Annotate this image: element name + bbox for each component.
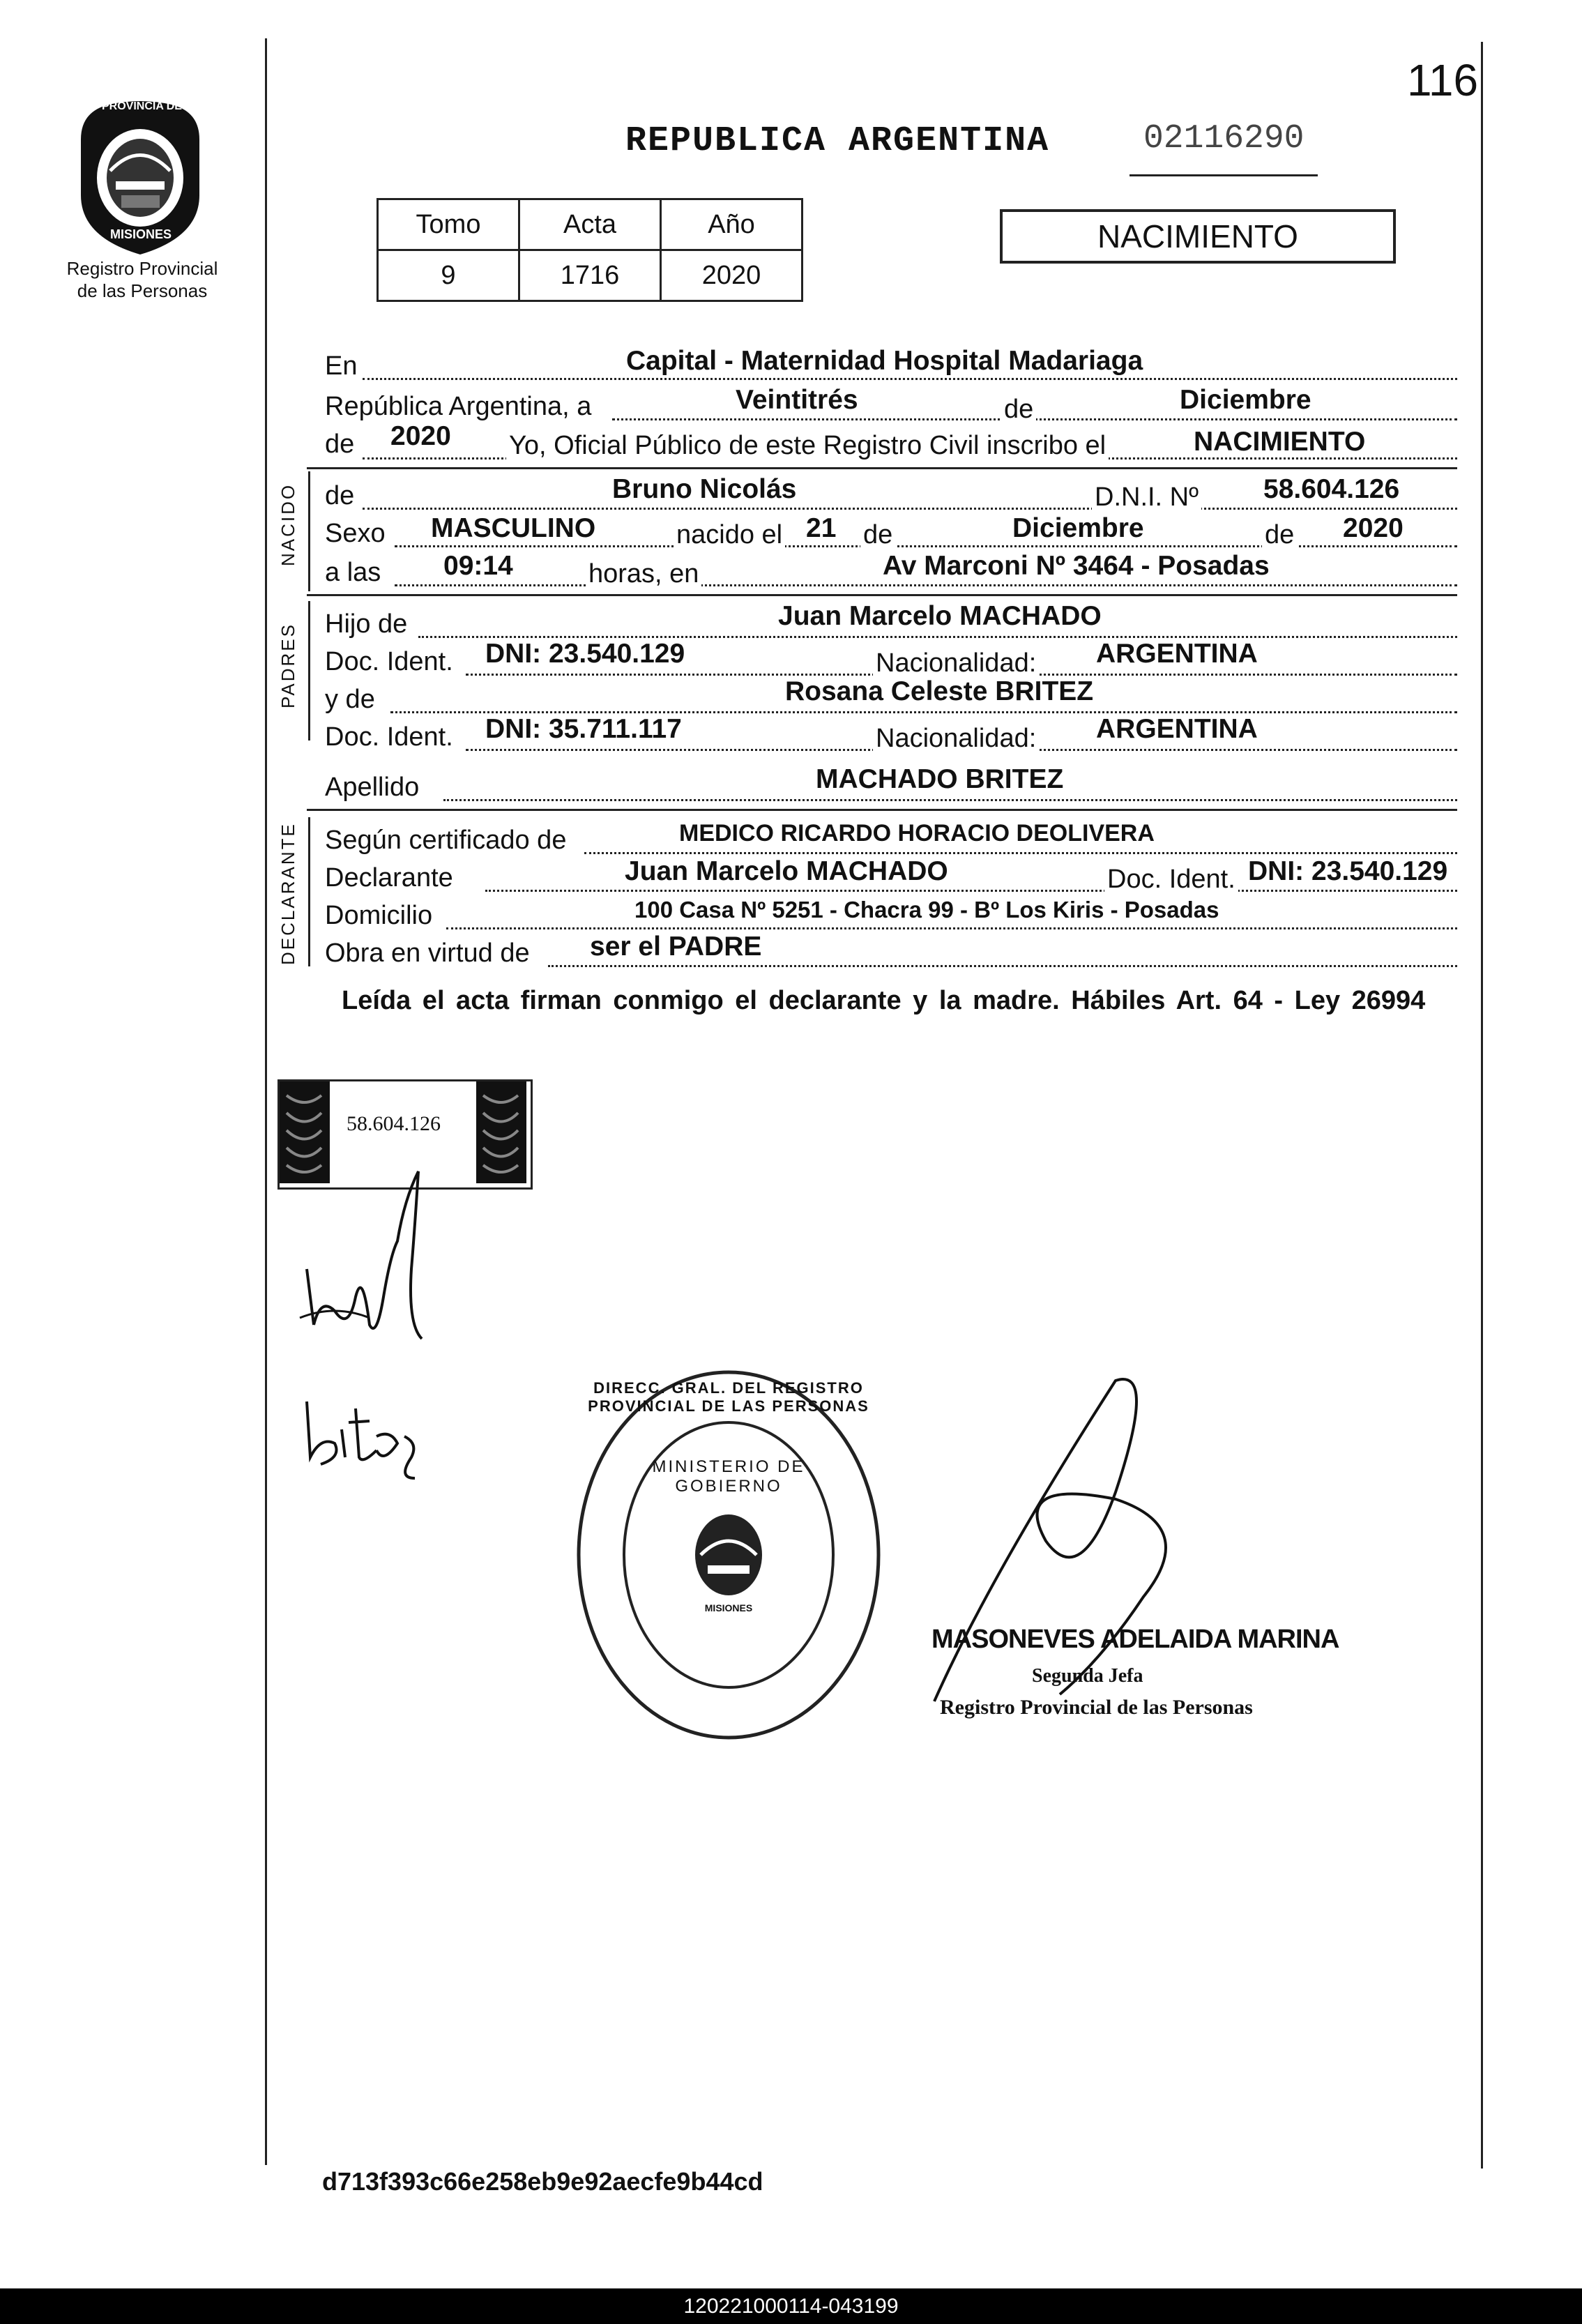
sexo-label: Sexo: [325, 519, 386, 548]
registry-caption-line1: Registro Provincial: [66, 258, 218, 279]
en-label: En: [325, 351, 358, 381]
father-name-value: Juan Marcelo MACHADO: [778, 601, 1102, 631]
stamp-emblem-text: MISIONES: [704, 1602, 753, 1613]
dotted-line: [395, 545, 1457, 547]
nacionalidad-label: Nacionalidad:: [873, 648, 1039, 678]
father-doc-value: DNI: 23.540.129: [485, 639, 685, 669]
act-type-value: NACIMIENTO: [1194, 427, 1366, 457]
mother-name-value: Rosana Celeste BRITEZ: [785, 676, 1094, 706]
dotted-line: [395, 584, 1457, 586]
year-value: 2020: [390, 421, 451, 451]
serial-number: 02116290: [1143, 120, 1305, 158]
official-office: Registro Provincial de las Personas: [940, 1696, 1253, 1719]
place-value: Capital - Maternidad Hospital Madariaga: [626, 346, 1143, 376]
y-de-label: y de: [325, 685, 375, 714]
de-label: de: [1001, 395, 1036, 425]
table-cell: 9: [378, 250, 519, 301]
nacionalidad-label: Nacionalidad:: [873, 724, 1039, 754]
official-title: Segunda Jefa: [1032, 1665, 1143, 1687]
serial-underline: [1130, 174, 1318, 176]
dotted-line: [446, 927, 1457, 929]
country-title: REPUBLICA ARGENTINA: [625, 121, 1050, 161]
fingerprint-id: 58.604.126: [347, 1112, 441, 1135]
child-name-value: Bruno Nicolás: [612, 474, 797, 504]
doc-ident-label: Doc. Ident.: [325, 722, 453, 752]
declarante-name-value: Juan Marcelo MACHADO: [625, 856, 948, 886]
declarante-doc-value: DNI: 23.540.129: [1248, 856, 1448, 886]
section-divider: [307, 809, 1457, 811]
apellido-value: MACHADO BRITEZ: [816, 764, 1064, 794]
declarante-section-label: DECLARANTE: [277, 822, 298, 965]
dotted-line: [443, 799, 1457, 801]
de-label: de: [860, 520, 895, 550]
table-header: Año: [661, 199, 803, 250]
document-type-box: NACIMIENTO: [1000, 209, 1396, 264]
horas-label: horas, en: [586, 559, 701, 589]
footer-code: 120221000114-043199: [0, 2288, 1582, 2324]
birth-time-value: 09:14: [443, 551, 513, 581]
registry-caption-line2: de las Personas: [77, 280, 208, 301]
year-prefix-label: de: [325, 430, 355, 459]
month-value: Diciembre: [1180, 385, 1311, 415]
de-label: de: [325, 481, 355, 510]
section-bracket: [308, 601, 310, 741]
dotted-line: [584, 852, 1457, 854]
section-divider: [307, 594, 1457, 596]
official-name: MASONEVES ADELAIDA MARINA: [931, 1625, 1339, 1654]
document-hash: d713f393c66e258eb9e92aecfe9b44cd: [322, 2167, 763, 2196]
page-number: 116: [1407, 55, 1479, 105]
doc-ident-label: Doc. Ident.: [1104, 865, 1238, 895]
birth-day-value: 21: [806, 513, 837, 543]
mother-doc-value: DNI: 35.711.117: [485, 714, 682, 744]
official-stamp: [572, 1367, 885, 1743]
dotted-line: [363, 378, 1457, 380]
closing-text: Leída el acta firman conmigo el declarante y la madre. Hábiles Art. 64 - Ley 26994: [342, 986, 1426, 1015]
statement-text: Yo, Oficial Público de este Registro Civil inscribo el: [506, 431, 1109, 461]
birth-month-value: Diciembre: [1012, 513, 1144, 543]
section-divider: [307, 467, 1457, 469]
mother-signature: [293, 1388, 446, 1485]
left-margin-line: [265, 38, 267, 2165]
domicilio-label: Domicilio: [325, 901, 433, 930]
dotted-line: [363, 508, 1457, 510]
doc-ident-label: Doc. Ident.: [325, 647, 453, 676]
seal-text-bottom: MISIONES: [110, 227, 172, 241]
stamp-inner-text: MINISTERIO DE GOBIERNO: [652, 1457, 805, 1496]
section-bracket: [308, 817, 310, 966]
table-cell: 1716: [519, 250, 661, 301]
mother-nationality-value: ARGENTINA: [1096, 714, 1258, 744]
table-header: Tomo: [378, 199, 519, 250]
de-label: de: [1262, 520, 1297, 550]
republic-label: República Argentina, a: [325, 392, 592, 421]
dotted-line: [418, 636, 1457, 638]
stamp-seal-icon: [572, 1367, 885, 1743]
father-signature: [293, 1157, 460, 1367]
hijo-de-label: Hijo de: [325, 609, 408, 639]
sexo-value: MASCULINO: [431, 513, 596, 543]
right-margin-line: [1481, 42, 1483, 2169]
day-words-value: Veintitrés: [736, 385, 858, 415]
dotted-line: [390, 711, 1457, 713]
table-header: Acta: [519, 199, 661, 250]
dotted-line: [548, 965, 1457, 967]
child-dni-value: 58.604.126: [1263, 474, 1400, 504]
obra-value: ser el PADRE: [590, 932, 762, 962]
seal-text-top: PROVINCIA DE: [102, 100, 182, 112]
padres-section-label: PADRES: [277, 623, 298, 708]
alas-label: a las: [325, 558, 381, 587]
declarante-label: Declarante: [325, 863, 453, 893]
dni-label: D.N.I. Nº: [1092, 483, 1201, 512]
obra-label: Obra en virtud de: [325, 939, 530, 968]
dotted-line: [485, 890, 1457, 892]
table-cell: 2020: [661, 250, 803, 301]
registry-logo: [67, 98, 213, 258]
stamp-outer-text: DIRECC. GRAL. DEL REGISTRO PROVINCIAL DE LAS PERSONAS: [588, 1379, 869, 1415]
certificado-value: MEDICO RICARDO HORACIO DEOLIVERA: [679, 820, 1155, 846]
section-bracket: [308, 471, 310, 591]
birth-year-value: 2020: [1343, 513, 1404, 543]
certificado-label: Según certificado de: [325, 826, 567, 855]
birth-address-value: Av Marconi Nº 3464 - Posadas: [883, 551, 1270, 581]
apellido-label: Apellido: [325, 773, 420, 802]
domicilio-value: 100 Casa Nº 5251 - Chacra 99 - Bº Los Kiris - Posadas: [634, 897, 1219, 922]
nacido-section-label: NACIDO: [277, 483, 298, 566]
father-nationality-value: ARGENTINA: [1096, 639, 1258, 669]
nacido-el-label: nacido el: [674, 520, 785, 550]
record-table: [377, 198, 803, 302]
fingerprint-icon: [476, 1081, 526, 1183]
